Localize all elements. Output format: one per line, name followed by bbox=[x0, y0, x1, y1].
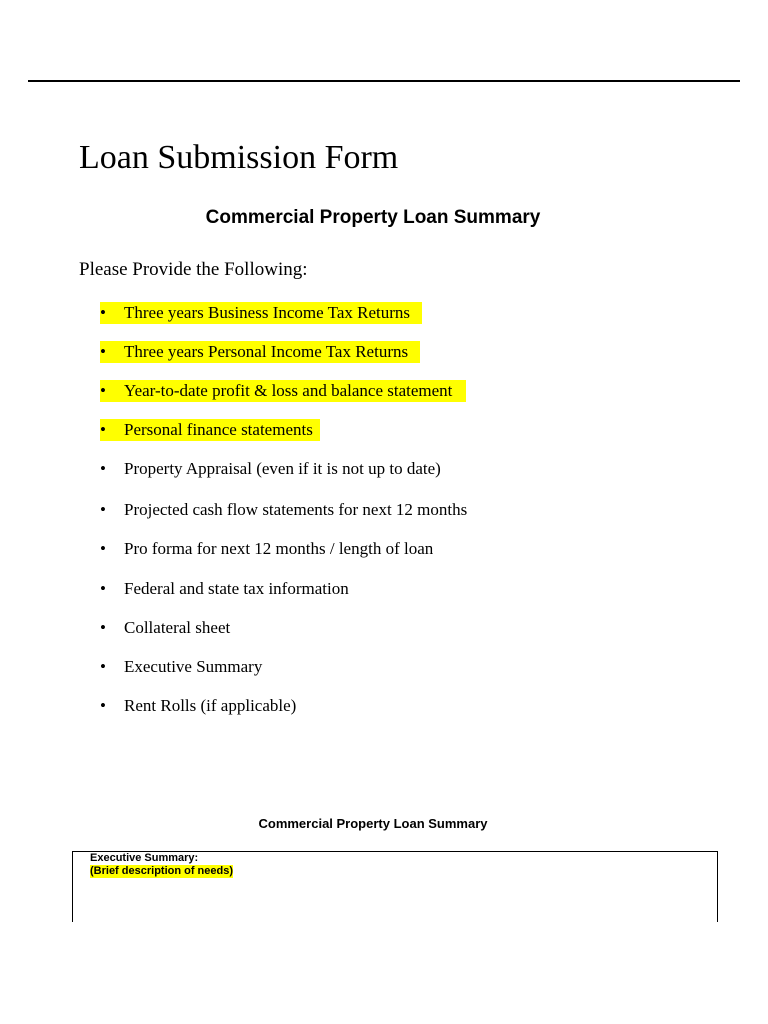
list-item-label: Property Appraisal (even if it is not up to date) bbox=[124, 459, 441, 478]
bullet-icon: • bbox=[100, 500, 106, 519]
executive-summary-label: Executive Summary: bbox=[90, 852, 199, 864]
intro-text: Please Provide the Following: bbox=[79, 259, 308, 280]
list-item-label: Three years Business Income Tax Returns bbox=[124, 303, 411, 322]
bullet-icon: • bbox=[100, 579, 106, 598]
list-item-label: Projected cash flow statements for next 12 months bbox=[124, 500, 468, 519]
executive-summary-field[interactable] bbox=[72, 851, 718, 922]
summary-section-title: Commercial Property Loan Summary bbox=[258, 816, 488, 831]
bullet-icon: • bbox=[100, 657, 106, 676]
list-item-label: Year-to-date profit & loss and balance statement bbox=[124, 381, 453, 400]
page-title: Loan Submission Form bbox=[79, 139, 399, 176]
list-item-label: Executive Summary bbox=[124, 657, 263, 676]
bullet-icon: • bbox=[100, 696, 106, 715]
list-item-label: Federal and state tax information bbox=[124, 579, 349, 598]
page-subtitle: Commercial Property Loan Summary bbox=[205, 207, 541, 228]
bullet-icon: • bbox=[100, 303, 106, 322]
bullet-icon: • bbox=[100, 618, 106, 637]
bullet-icon: • bbox=[100, 381, 106, 400]
bullet-icon: • bbox=[100, 539, 106, 558]
bullet-icon: • bbox=[100, 420, 106, 439]
list-item-label: Rent Rolls (if applicable) bbox=[124, 696, 297, 715]
list-item-label: Personal finance statements bbox=[124, 420, 313, 439]
list-item-label: Collateral sheet bbox=[124, 618, 231, 637]
list-item-label: Pro forma for next 12 months / length of loan bbox=[124, 539, 434, 558]
top-rule bbox=[28, 80, 740, 82]
bullet-icon: • bbox=[100, 342, 106, 361]
list-item-label: Three years Personal Income Tax Returns bbox=[124, 342, 409, 361]
bullet-icon: • bbox=[100, 459, 106, 478]
executive-summary-note: (Brief description of needs) bbox=[90, 865, 234, 877]
